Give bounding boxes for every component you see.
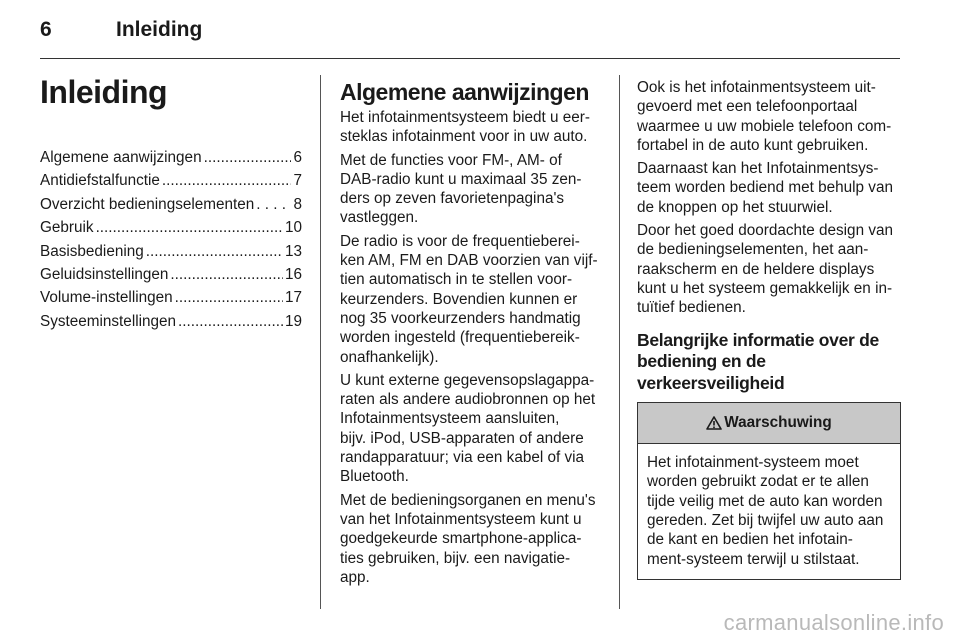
toc-leader bbox=[162, 169, 292, 192]
toc-item-label: Gebruik bbox=[40, 219, 94, 237]
toc-item-page: 10 bbox=[284, 219, 302, 237]
text-line: Met de bedieningsorganen en menu's bbox=[340, 491, 596, 509]
text-line: nog 35 voorkeurzenders handmatig bbox=[340, 309, 581, 327]
toc-item[interactable] bbox=[40, 169, 302, 192]
text-line: tuïtief bedienen. bbox=[637, 299, 746, 317]
paragraph bbox=[340, 108, 604, 147]
toc-item-page: 7 bbox=[293, 172, 302, 190]
text-line: ken AM, FM en DAB voorzien van vijf- bbox=[340, 252, 598, 270]
toc-leader bbox=[96, 216, 283, 239]
toc-item-page: 16 bbox=[284, 266, 302, 284]
toc-leader bbox=[170, 263, 283, 286]
toc-item-label: Overzicht bedieningselementen bbox=[40, 195, 255, 213]
text-line: onafhankelijk). bbox=[340, 348, 439, 366]
chapter-title: Inleiding bbox=[116, 18, 203, 41]
toc-leader bbox=[175, 286, 283, 309]
text-line: Het infotainment-systeem moet bbox=[647, 454, 859, 472]
toc-item-page: 6 bbox=[293, 149, 302, 166]
subsection-title-line: bediening en de bbox=[637, 351, 766, 372]
text-line: waarmee u uw mobiele telefoon com- bbox=[637, 117, 892, 135]
toc-item-label: Antidiefstalfunctie bbox=[40, 172, 160, 190]
warning-box bbox=[637, 402, 901, 580]
warning-title: Waarschuwing bbox=[724, 414, 832, 432]
text-line: raakscherm en de heldere displays bbox=[637, 260, 875, 278]
text-line: teem worden bediend met behulp van bbox=[637, 179, 893, 197]
text-line: Bluetooth. bbox=[340, 468, 409, 486]
text-line: bijv. iPod, USB-apparaten of andere bbox=[340, 429, 584, 447]
text-line: de bedieningselementen, het aan- bbox=[637, 241, 869, 259]
page-header bbox=[40, 18, 920, 48]
toc-item-label: Algemene aanwijzingen bbox=[40, 149, 202, 166]
text-line: van het Infotainmentsysteem kunt u bbox=[340, 510, 582, 528]
text-line: gevoerd met een telefoonportaal bbox=[637, 98, 858, 116]
paragraph bbox=[340, 491, 604, 587]
section-title: Algemene aanwijzingen bbox=[340, 79, 589, 105]
toc-leader bbox=[204, 146, 292, 169]
text-line: Ook is het infotainmentsysteem uit- bbox=[637, 79, 876, 96]
text-line: raten als andere audiobronnen op het bbox=[340, 391, 596, 409]
subsection-title bbox=[637, 330, 903, 395]
toc-item[interactable] bbox=[40, 240, 302, 263]
toc-leader bbox=[178, 310, 283, 333]
toc-item[interactable] bbox=[40, 286, 302, 309]
toc-leader bbox=[256, 193, 291, 216]
toc-item[interactable] bbox=[40, 146, 302, 169]
text-line: keurzenders. Bovendien kunnen er bbox=[340, 290, 578, 308]
text-line: Met de functies voor FM-, AM- of bbox=[340, 151, 562, 169]
toc-item-label: Basisbediening bbox=[40, 242, 144, 260]
column-divider-1 bbox=[320, 75, 321, 609]
toc-item-label: Geluidsinstellingen bbox=[40, 266, 169, 284]
text-line: De radio is voor de frequentieberei- bbox=[340, 232, 580, 250]
text-line: Daarnaast kan het Infotainmentsys- bbox=[637, 160, 879, 178]
text-line: goedgekeurde smartphone-applica- bbox=[340, 530, 582, 548]
header-rule bbox=[40, 58, 900, 59]
subsection-title-line: verkeersveiligheid bbox=[637, 372, 785, 393]
paragraph bbox=[340, 371, 604, 487]
toc-heading: Inleiding bbox=[40, 74, 168, 110]
text-line: Door het goed doordachte design van bbox=[637, 222, 893, 240]
paragraph bbox=[637, 159, 903, 217]
toc-item[interactable] bbox=[40, 216, 302, 239]
text-line: tien automatisch in te stellen voor- bbox=[340, 271, 573, 289]
page-number: 6 bbox=[40, 18, 52, 41]
text-line: U kunt externe gegevensopslagappa- bbox=[340, 371, 595, 389]
text-line: Het infotainmentsysteem biedt u eer- bbox=[340, 109, 590, 126]
text-line: Infotainmentsysteem aansluiten, bbox=[340, 410, 560, 428]
warning-header bbox=[638, 403, 900, 444]
warning-triangle-icon bbox=[706, 416, 722, 430]
text-line: worden ingesteld (frequentiebereik- bbox=[340, 329, 580, 347]
toc-leader bbox=[146, 240, 283, 263]
text-line: ties gebruiken, bijv. een navigatie- bbox=[340, 549, 571, 567]
toc-column bbox=[40, 72, 302, 333]
text-line: worden gebruikt zodat er te allen bbox=[647, 473, 869, 491]
warning-body bbox=[638, 444, 900, 579]
paragraph bbox=[340, 151, 604, 228]
toc-item-page: 19 bbox=[284, 312, 302, 330]
toc-item-page: 13 bbox=[284, 242, 302, 260]
toc-item[interactable] bbox=[40, 193, 302, 216]
text-line: app. bbox=[340, 568, 370, 586]
right-text-column bbox=[637, 78, 903, 580]
toc-item-label: Systeeminstellingen bbox=[40, 312, 177, 330]
subsection-title-line: Belangrijke informatie over de bbox=[637, 329, 879, 350]
text-line: steklas infotainment voor in uw auto. bbox=[340, 128, 588, 146]
main-text-column bbox=[340, 78, 604, 591]
text-line: fortabel in de auto kunt gebruiken. bbox=[637, 136, 869, 154]
toc-item-label: Volume-instellingen bbox=[40, 289, 173, 307]
text-line: kunt u het systeem gemakkelijk en in- bbox=[637, 279, 893, 297]
text-line: tijde veilig met de auto kan worden bbox=[647, 492, 883, 510]
toc-item[interactable] bbox=[40, 263, 302, 286]
text-line: DAB-radio kunt u maximaal 35 zen- bbox=[340, 170, 582, 188]
table-of-contents bbox=[40, 146, 302, 333]
text-line: ders op zeven favorietenpagina's bbox=[340, 190, 565, 208]
text-line: gereden. Zet bij twijfel uw auto aan bbox=[647, 511, 884, 529]
toc-item-page: 8 bbox=[293, 195, 302, 213]
text-line: de knoppen op het stuurwiel. bbox=[637, 198, 833, 216]
text-line: vastleggen. bbox=[340, 209, 419, 227]
text-line: randapparatuur; via een kabel of via bbox=[340, 449, 585, 467]
column-divider-2 bbox=[619, 75, 620, 609]
text-line: ment-systeem terwijl u stilstaat. bbox=[647, 550, 860, 568]
text-line: de kant en bedien het infotain- bbox=[647, 531, 853, 549]
paragraph bbox=[637, 78, 903, 155]
paragraph bbox=[340, 232, 604, 367]
toc-item-page: 17 bbox=[284, 289, 302, 307]
toc-item[interactable] bbox=[40, 310, 302, 333]
paragraph bbox=[637, 221, 903, 317]
watermark: carmanualsonline.info bbox=[723, 610, 944, 635]
